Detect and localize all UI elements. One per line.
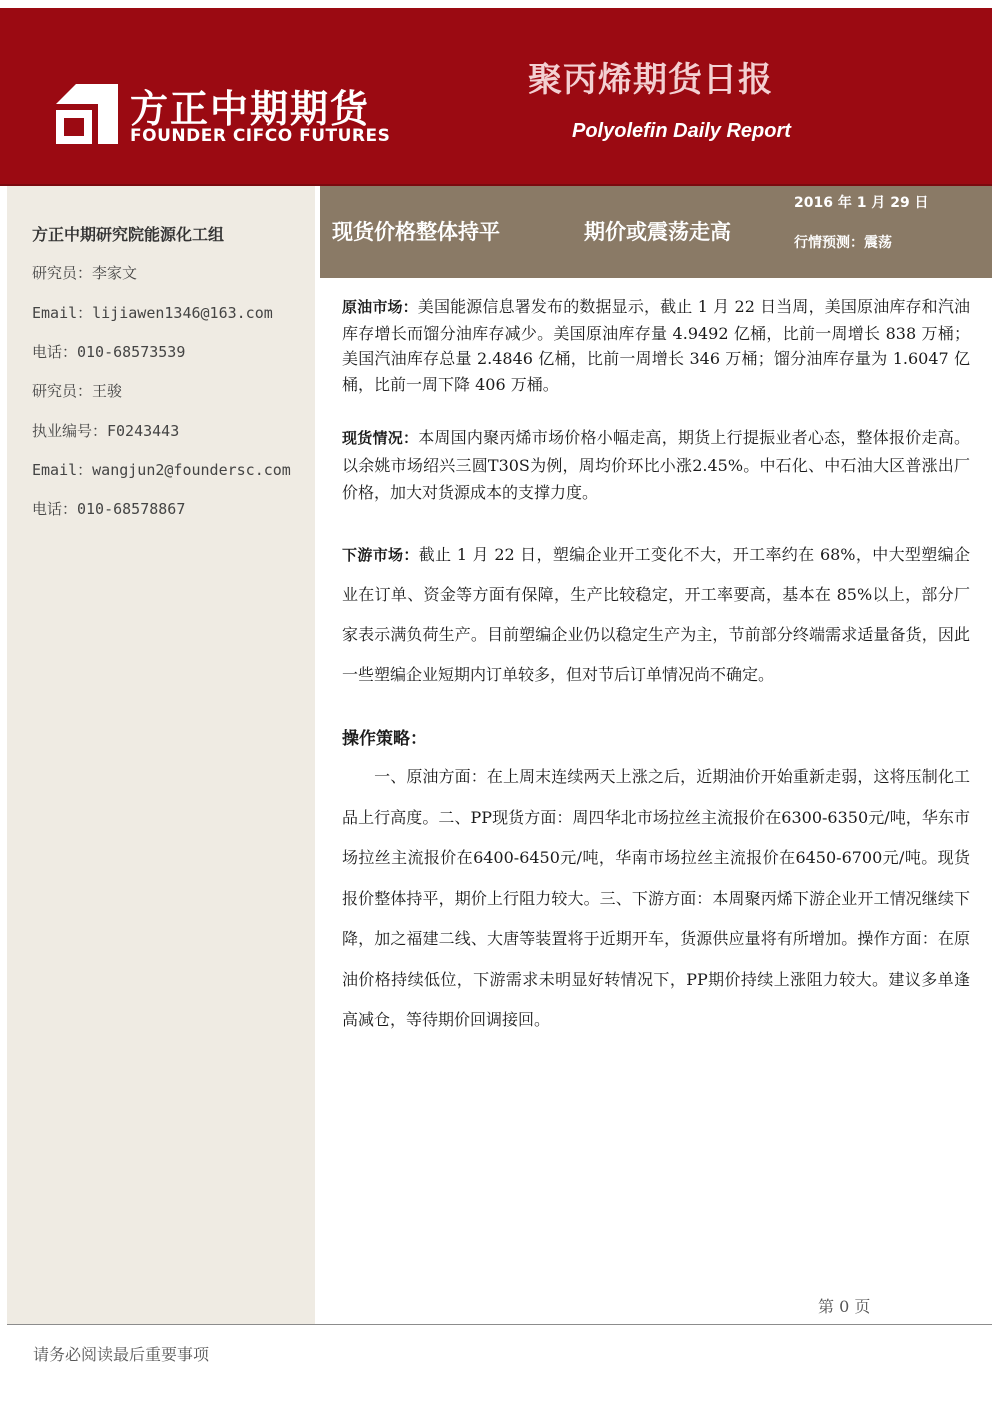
market-forecast: 行情预测：震荡 (794, 235, 892, 251)
spot-section (342, 424, 970, 506)
downstream-label: 下游市场： (342, 546, 419, 564)
brand-name-cn: 方正中期期货 (130, 87, 371, 131)
strategy-section (342, 757, 970, 1041)
spot-label: 现货情况： (342, 429, 419, 447)
analyst-1-name: 研究员：李家文 (32, 264, 138, 282)
spot-text: 本周国内聚丙烯市场价格小幅走高，期货上行提振业者心态，整体报价走高。以余姚市场绍兴三圆T30S为例，周均价环比小涨2.45%。中石化、中石油大区普涨出厂价格，加大对货源成本的支撑力度。 (342, 428, 970, 502)
strategy-text: 一、原油方面：在上周末连续两天上涨之后，近期油价开始重新走弱，这将压制化工品上行高度。二、PP现货方面：周四华北市场拉丝主流报价在6300-6350元/吨，华东市场拉丝主流报价在6400-6450元/吨，华南市场拉丝主流报价在6450-6700元/吨。现货报价整体持平，期价上行阻力较大。三、下游方面：本周聚丙烯下游企业开工情况继续下降，加之福建二线、大唐等装置将于近期开车，货源供应量将有所增加。操作方面：在原油价格持续低位，下游需求未明显好转情况下，PP期价持续上涨阻力较大。建议多单逢高减仓，等待期价回调接回。 (342, 767, 970, 1029)
founder-logo-icon (56, 84, 118, 144)
brand-name-en: FOUNDER CIFCO FUTURES (130, 126, 391, 146)
research-group: 方正中期研究院能源化工组 (32, 225, 225, 244)
disclaimer-note: 请务必阅读最后重要事项 (33, 1345, 210, 1364)
analyst-2-phone: 电话：010-68578867 (32, 500, 186, 518)
report-title: 聚丙烯期货日报 (528, 60, 773, 100)
page-number: 第 0 页 (818, 1297, 871, 1316)
strategy-heading: 操作策略： (342, 729, 427, 749)
report-date: 2016 年 1 月 29 日 (794, 195, 929, 211)
footer-divider (7, 1324, 992, 1325)
analyst-2-email[interactable]: Email：wangjun2@foundersc.com (32, 461, 291, 479)
analyst-2-name: 研究员：王骏 (32, 382, 123, 400)
report-subtitle: Polyolefin Daily Report (572, 120, 791, 142)
analyst-1-phone: 电话：010-68573539 (32, 343, 186, 361)
crude-oil-section (342, 294, 970, 397)
analyst-2-license: 执业编号：F0243443 (32, 422, 180, 440)
crude-oil-label: 原油市场： (342, 298, 418, 316)
downstream-text: 截止 1 月 22 日，塑编企业开工变化不大，开工率约在 68%，中大型塑编企业在订单、资金等方面有保障，生产比较稳定，开工率要高，基本在 85%以上，部分厂家表示满负荷生产。目前塑编企业仍以稳定生产为主，节前部分终端需求适量备货，因此一些塑编企业短期内订单较多，但对节后订单情况尚不确定。 (342, 545, 970, 684)
headline-part-2: 期价或震荡走高 (584, 220, 731, 244)
crude-oil-text: 美国能源信息署发布的数据显示，截止 1 月 22 日当周，美国原油库存和汽油库存增长而馏分油库存减少。美国原油库存量 4.9492 亿桶，比前一周增长 838 万桶；美国汽油库存总量 2.4846 亿桶，比前一周增长 346 万桶；馏分油库存量为 1.6047 亿桶，比前一周下降 406 万桶。 (342, 297, 970, 394)
analyst-1-email[interactable]: Email：lijiawen1346@163.com (32, 304, 273, 322)
headline-part-1: 现货价格整体持平 (332, 220, 500, 244)
downstream-section (342, 535, 970, 695)
